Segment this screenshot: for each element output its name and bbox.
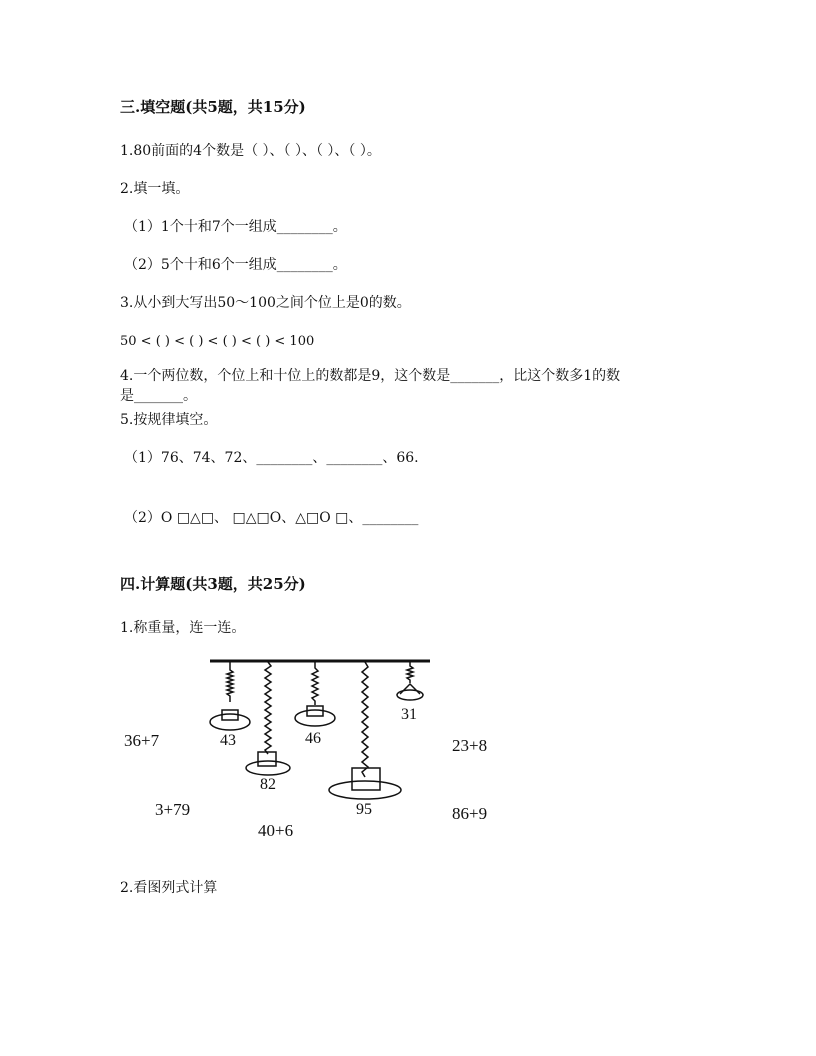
question-3-inequality: 50 < ( ) < ( ) < ( ) < ( ) < 100	[120, 334, 315, 349]
question-2-part-2: （2）5个十和6个一组成________。	[124, 257, 347, 273]
expression: 23+8	[452, 736, 488, 755]
pan-1	[210, 714, 250, 730]
expression: 40+6	[258, 821, 294, 840]
weight-label: 43	[220, 732, 236, 749]
weight-label: 95	[356, 801, 372, 818]
expression: 86+9	[452, 804, 488, 823]
spring-1	[227, 662, 233, 702]
question-5-part-2: （2）O □△□、 □△□O、△□O □、________	[124, 510, 419, 526]
question-4-line-1: 4.一个两位数，个位上和十位上的数都是9，这个数是_______，比这个数多1的数	[120, 368, 621, 384]
pan-3	[295, 710, 335, 726]
section4-heading: 四.计算题(共3题，共25分)	[120, 575, 306, 593]
question-5-part-1: （1）76、74、72、________、________、66.	[124, 450, 419, 466]
expression: 36+7	[124, 731, 160, 750]
spring-2	[265, 662, 271, 754]
question-2: 2.填一填。	[120, 181, 190, 197]
weight-label: 82	[260, 776, 276, 793]
question-5: 5.按规律填空。	[120, 412, 218, 428]
question-4-line-2: 是_______。	[120, 388, 197, 404]
expression: 3+79	[155, 800, 191, 819]
spring-3	[312, 662, 318, 705]
question-3: 3.从小到大写出50～100之间个位上是0的数。	[120, 295, 411, 311]
question-1: 1.80前面的4个数是（ ）、（ ）、（ ）、（ ）。	[120, 143, 381, 159]
section3-heading: 三.填空题(共5题，共15分)	[120, 98, 306, 116]
spring-5	[407, 662, 413, 683]
weight-label: 31	[401, 706, 417, 723]
weight-label: 46	[305, 730, 321, 747]
pan-2	[246, 761, 290, 775]
calc-question-1: 1.称重量，连一连。	[120, 620, 246, 636]
pan-5	[397, 690, 423, 700]
calc-question-2: 2.看图列式计算	[120, 880, 218, 896]
question-2-part-1: （1）1个十和7个一组成________。	[124, 219, 347, 235]
spring-4	[362, 662, 368, 777]
